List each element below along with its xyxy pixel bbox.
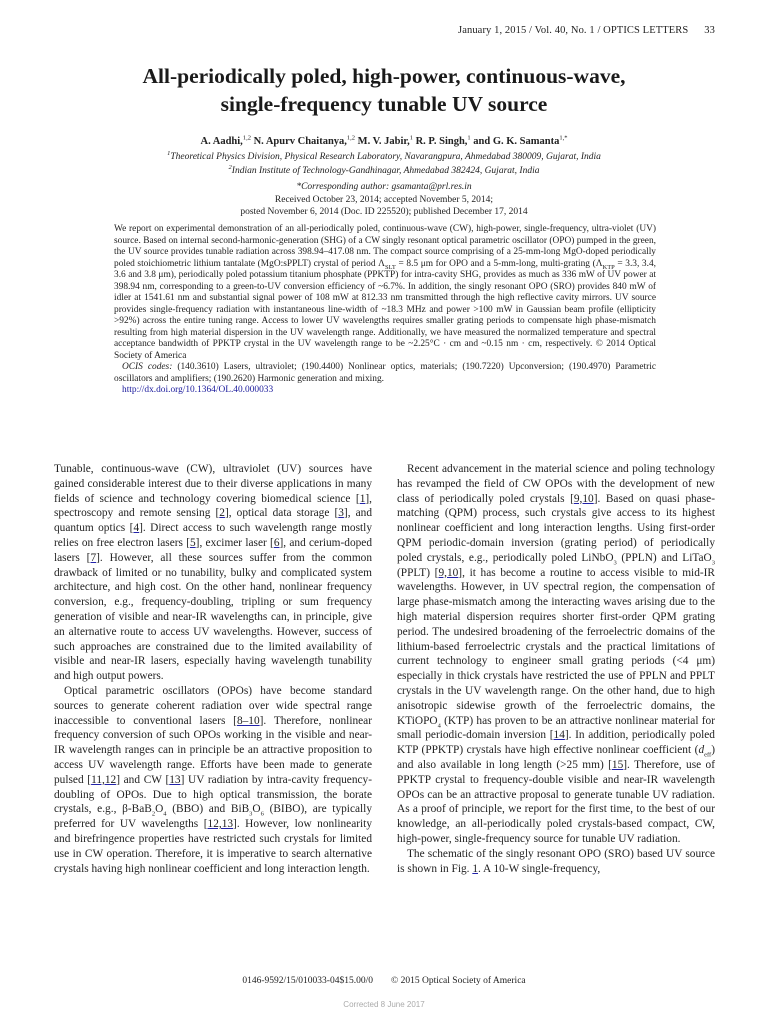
citation-link[interactable]: 4	[133, 522, 140, 535]
journal-line: January 1, 2015 / Vol. 40, No. 1 / OPTICS LETTERS	[458, 25, 689, 36]
paragraph: Tunable, continuous-wave (CW), ultraviolet (UV) sources have gained considerable interest due to their diverse applications in many fields of science and technology covering biomedical science [1], spectroscopy and remote sensing [2], optical data storage [3], and quantum optics [4]. Direct access to such wavelength range mostly relies on free electron lasers [5], excimer laser [6], and cerium-doped lasers [7]. However, all these sources suffer from the common drawback of limited or no tunability, bulky and complicated system architecture, and high cost. On the other hand, nonlinear frequency conversion, e.g., frequency-doubling, tripling or sum frequency generation of visible and near-IR wavelengths can, in principle, give an alternative route to access UV wavelengths. However, success of such approaches are constrained due to the limited availability of visible and near-IR lasers, especially having wavelength tunability and high output powers.	[54, 463, 373, 683]
received-line-1: Received October 23, 2014; accepted November 5, 2014;	[274, 195, 494, 205]
doi-link[interactable]: http://dx.doi.org/10.1364/OL.40.000033	[122, 385, 274, 395]
paragraph: Recent advancement in the material science and poling technology has revamped the field of CW OPOs with the development of new class of periodically poled crystals [9,10]. Based on quasi phase-matching (QPM) process, such crystals give access to its highest nonlinear coefficient and long interaction lengths. Using first-order QPM periodic-domain inversion (grating period) of periodically poled crystals, e.g., periodically poled LiNbO$_3$ (PPLN) and LiTaO$_3$ (PPLT) [9,10], it has become a routine to access visible to mid-IR wavelengths. However, in UV spectral region, the compensation of large phase-mismatch among the interacting waves arising due to the high material dispersion requires shorter first-order QPM grating period. The undesired broadening of the ferroelectric domains of the lithium-based ferroelectric crystals and the practical limitations of current technology to engineer small grating periods (<4 μm) especially in thick crystals have restricted the use of PPLN and PPLT crystals in the UV wavelength range. On the other hand, due to high anisotropic sidewise growth of the ferroelectric domains, the KTiOPO$_4$ (KTP) has proven to be an attractive nonlinear material for small periodic-domain inversion [14]. In addition, periodically poled KTP (PPKTP) crystals have high effective nonlinear coefficient $(d_{eff})$ and also available in long length (>25 mm) [15]. Therefore, use of PPKTP crystal to frequency-double visible and near-IR wavelength OPOs can be an attractive proposal to generate tunable UV radiation. As a proof of principle, we report for the first time, to the best of our knowledge, an all-periodically poled crystals-based compact, CW, high-power, single-frequency source for tunable UV radiation.	[397, 463, 716, 845]
citation-link[interactable]: 11,12	[91, 773, 117, 786]
author-affiliation-mark: 1	[409, 134, 413, 142]
citation-link[interactable]: 9,10	[438, 566, 459, 579]
ocis-codes	[114, 362, 656, 385]
affiliation-text: Indian Institute of Technology-Gandhinagar, Ahmedabad 382424, Gujarat, India	[231, 166, 540, 176]
affiliation-1	[0, 149, 768, 162]
running-header	[458, 25, 715, 36]
doi-line	[114, 385, 656, 397]
abstract-span: We report on experimental demonstration of an all-periodically poled, continuous-wave (CW), high-power, single-frequency, ultra-violet (UV) source. Based on internal second-harmonic-generation (SHG) of a CW singly resonant optical parametric oscillator (OPO) pumped in the green, the UV source provides tunable radiation across 398.94–417.08 nm. The compact source comprising of a 25-mm-long MgO-doped periodically poled stoichiometric lithium tantalate (MgO:sPPLT) crystal of period	[114, 224, 656, 269]
citation-link[interactable]: 14	[553, 729, 565, 742]
paragraph: Optical parametric oscillators (OPOs) have become standard sources to generate coherent radiation over wide spectral range inaccessible to conventional lasers [8–10]. Therefore, nonlinear frequency conversion of such OPOs working in the visible and near-IR wavelength ranges can in principle be an attractive proposition to access UV wavelength range. Efforts have been made to generate pulsed [11,12] and CW [13] UV radiation by intra-cavity frequency-doubling of OPOs. Due to high optical transmission, the borate crystals, e.g., $\beta-BaB_2O_4$ (BBO) and $BiB_3O_6$ (BIBO), are typically preferred for UV wavelengths [12,13]. However, low nonlinearity and birefringence properties have restricted such crystals for limited use in CW operation. Therefore, it is imperative to search alternative crystals having high nonlinear coefficient and long interaction length.	[54, 684, 372, 875]
affiliation-2	[0, 163, 768, 176]
author-affiliation-mark: 1,2	[242, 134, 251, 142]
figure-link[interactable]: 1	[472, 862, 478, 875]
page-number: 33	[704, 25, 715, 36]
copyright: © 2015 Optical Society of America	[390, 976, 526, 986]
affiliation-mark: 1	[167, 149, 171, 157]
title-line-1: All-periodically poled, high-power, continuous-wave,	[142, 64, 626, 88]
citation-link[interactable]: 13	[169, 773, 181, 786]
citation-link[interactable]: 8–10	[236, 714, 260, 727]
abstract	[114, 224, 656, 397]
citation-link[interactable]: 3	[338, 507, 344, 520]
affiliation-text: Theoretical Physics Division, Physical Research Laboratory, Navarangpura, Ahmedabad 380009, Gujarat, India	[170, 152, 601, 162]
paragraph: The schematic of the singly resonant OPO (SRO) based UV source is shown in Fig. 1. A 10-W single-frequency,	[397, 847, 715, 875]
author-name: R. P. Singh,	[412, 136, 468, 147]
author-name: A. Aadhi,	[200, 136, 243, 147]
affiliation-mark: 2	[228, 163, 232, 171]
author-affiliation-mark: 1	[467, 134, 471, 142]
citation-link[interactable]: 2	[219, 507, 225, 520]
citation-link[interactable]: 12,13	[207, 818, 234, 831]
received-line-2: posted November 6, 2014 (Doc. ID 225520); published December 17, 2014	[240, 206, 528, 217]
article-code: 0146-9592/15/010033-04$15.00/0	[242, 976, 373, 986]
ocis-list: (140.3610) Lasers, ultraviolet; (190.4400) Nonlinear optics, materials; (190.7220) Upconversion; (190.4970) Parametric oscillators and amplifiers; (190.2620) Harmonic generation and mixing.	[114, 362, 656, 384]
abstract-span: = 8.5 μm for OPO and a 5-mm-long, multi-grating (	[395, 258, 596, 269]
page-footer	[0, 976, 768, 986]
citation-link[interactable]: 7	[90, 551, 97, 564]
author-name: and G. K. Samanta	[470, 136, 560, 147]
title-line-2: single-frequency tunable UV source	[220, 92, 548, 116]
body-column-right	[397, 462, 715, 876]
correction-note: Corrected 8 June 2017	[343, 1000, 425, 1009]
paper-title	[0, 62, 768, 118]
lambda-subscript: KTP	[602, 263, 615, 271]
abstract-span: = 3.3, 3.4, 3.6 and 3.8 μm), periodically poled potassium titanium phosphate (PPKTP) for intra-cavity SHG, provides as much as 336 mW of UV power at 398.94 nm, corresponding to a green-to-UV conversion efficiency of ~6.7%. In addition, the singly resonant OPO (SRO) provides 840 mW of idler at 1541.61 nm and substantial signal power of 108 mW at 812.33 nm transmitted through the high reflective cavity mirrors. UV source provides single-frequency radiation with instantaneous line-width of ~18.3 MHz and power >100 mW in Gaussian beam profile (ellipticity >92%) across the entire tuning range. Access to lower UV wavelengths requires smaller grating periods to compensate high phase-mismatch resulting from high material dispersion in the UV wavelength range. Additionally, we have measured the normalized temperature and spectral acceptance bandwidth of PPKTP crystal in the UV wavelength range to be ~2.25°C · cm and ~0.15 nm · cm, respectively. © 2014 Optical Society of America	[114, 258, 656, 361]
corresponding-author: *Corresponding author: gsamanta@prl.res.in	[296, 182, 472, 192]
citation-link[interactable]: 1	[359, 492, 366, 505]
author-name: N. Apurv Chaitanya,	[250, 136, 347, 147]
abstract-text: We report on experimental demonstration of an all-periodically poled, continuous-wave (CW), high-power, single-frequency, ultra-violet (UV) source. Based on internal second-harmonic-generation (SHG) of a CW singly resonant optical parametric oscillator (OPO) pumped in the green, the UV source provides tunable radiation across 398.94–417.08 nm. The compact source comprising of a 25-mm-long MgO-doped periodically poled stoichiometric lithium tantalate (MgO:sPPLT) crystal of period $\Lambda_{SLT} = 8.5$ μm for OPO and a 5-mm-long, multi-grating ($\Lambda_{KTP} = 3.3$, 3.4, 3.6 and 3.8 μm), periodically poled potassium titanium phosphate (PPKTP) for intra-cavity SHG, provides as much as 336 mW of UV power at 398.94 nm, corresponding to a green-to-UV conversion efficiency of ~6.7%. In addition, the singly resonant OPO (SRO) provides 840 mW of idler at 1541.61 nm and substantial signal power of 108 mW at 812.33 nm transmitted through the high reflective cavity mirrors. UV source provides single-frequency radiation with instantaneous line-width of ~18.3 MHz and power >100 mW in Gaussian beam profile (ellipticity >92%) across the entire tuning range. Access to lower UV wavelengths requires smaller grating periods to compensate high phase-mismatch resulting from high material dispersion in the UV wavelength range. Additionally, we have measured the normalized temperature and spectral acceptance bandwidth of PPKTP crystal in the UV wavelength range to be ~2.25°C · cm and ~0.15 nm · cm, respectively. © 2014 Optical Society of America	[114, 224, 656, 361]
lambda-subscript: SLT	[384, 263, 396, 271]
author-name: M. V. Jabir,	[355, 136, 410, 147]
author-list	[0, 136, 768, 147]
citation-link[interactable]: 5	[190, 536, 196, 549]
received-dates	[0, 195, 768, 218]
body-column-left	[54, 462, 372, 876]
citation-link[interactable]: 15	[611, 758, 624, 771]
author-affiliation-mark: 1,*	[559, 134, 568, 142]
author-affiliation-mark: 1,2	[346, 134, 356, 142]
citation-link[interactable]: 9,10	[573, 492, 594, 505]
citation-link[interactable]: 6	[273, 536, 280, 549]
ocis-label: OCIS codes:	[122, 362, 173, 372]
